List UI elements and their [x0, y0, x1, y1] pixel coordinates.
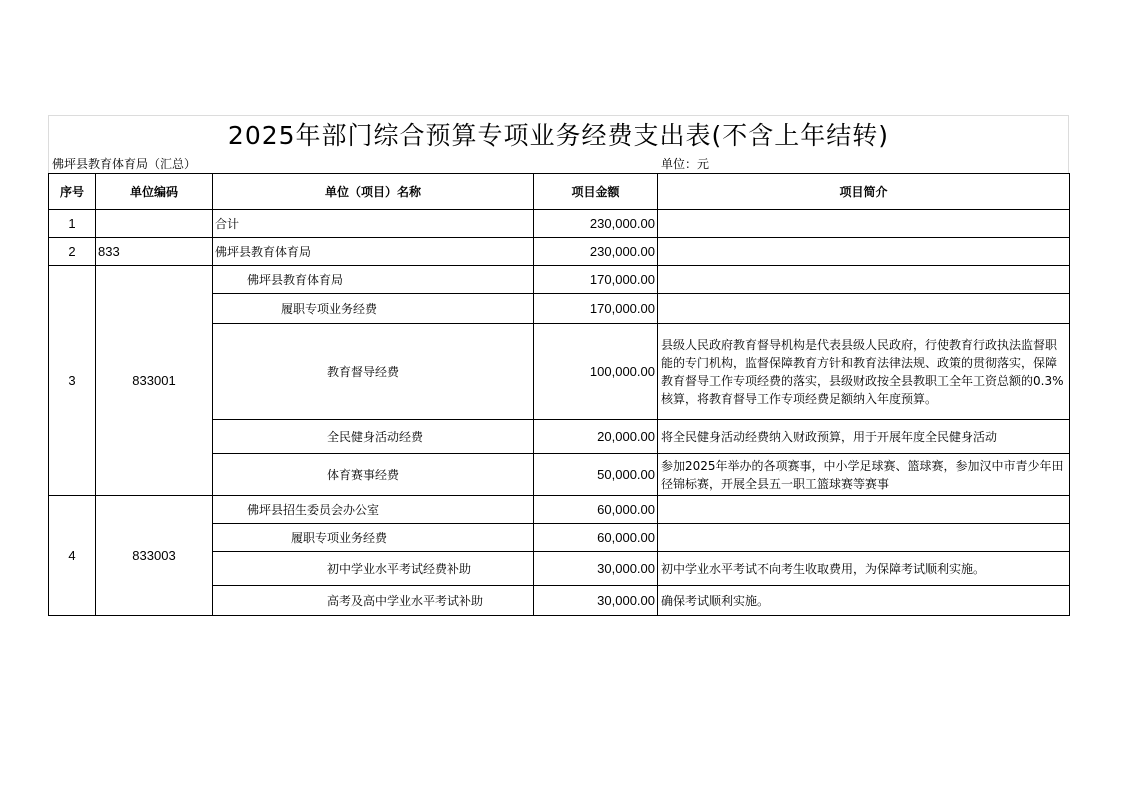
row-intro: 确保考试顺利实施。 — [658, 586, 1070, 616]
row-intro — [658, 210, 1070, 238]
budget-sheet — [48, 115, 1069, 616]
row-code: 833 — [96, 238, 213, 266]
group-seq: 4 — [49, 496, 96, 616]
header-seq: 序号 — [49, 174, 96, 210]
currency-unit-label: 单位：元 — [661, 157, 710, 171]
row-seq: 1 — [49, 210, 96, 238]
sheet-title: 2025年部门综合预算专项业务经费支出表(不含上年结转) — [48, 115, 1069, 152]
row-name: 佛坪县教育体育局 — [213, 238, 534, 266]
row-intro: 县级人民政府教育督导机构是代表县级人民政府，行使教育行政执法监督职能的专门机构，监督保障教育方针和教育法律法规、政策的贯彻落实，保障教育督导工作专项经费的落实，县级财政按全县教职工全年工资总额的0.3%核算，将教育督导工作专项经费足额纳入年度预算。 — [658, 324, 1070, 420]
row-amount: 60,000.00 — [534, 496, 658, 524]
row-code — [96, 210, 213, 238]
row-intro: 参加2025年举办的各项赛事，中小学足球赛、篮球赛，参加汉中市青少年田径锦标赛，开展全县五一职工篮球赛等赛事 — [658, 454, 1070, 496]
row-amount: 170,000.00 — [534, 266, 658, 294]
row-seq: 2 — [49, 238, 96, 266]
row-amount: 170,000.00 — [534, 294, 658, 324]
header-amount: 项目金额 — [534, 174, 658, 210]
row-name: 初中学业水平考试经费补助 — [213, 552, 534, 586]
table-row — [49, 238, 1070, 266]
group-seq: 3 — [49, 266, 96, 496]
group-code: 833001 — [96, 266, 213, 496]
row-name: 体育赛事经费 — [213, 454, 534, 496]
header-name: 单位（项目）名称 — [213, 174, 534, 210]
row-name: 履职专项业务经费 — [213, 294, 534, 324]
row-intro — [658, 266, 1070, 294]
row-amount: 100,000.00 — [534, 324, 658, 420]
row-name: 教育督导经费 — [213, 324, 534, 420]
row-amount: 60,000.00 — [534, 524, 658, 552]
row-name: 履职专项业务经费 — [213, 524, 534, 552]
row-intro — [658, 294, 1070, 324]
row-name: 佛坪县招生委员会办公室 — [213, 496, 534, 524]
row-amount: 20,000.00 — [534, 420, 658, 454]
group-code: 833003 — [96, 496, 213, 616]
row-name: 高考及高中学业水平考试补助 — [213, 586, 534, 616]
row-amount: 230,000.00 — [534, 238, 658, 266]
header-intro: 项目简介 — [658, 174, 1070, 210]
row-amount: 50,000.00 — [534, 454, 658, 496]
row-intro — [658, 238, 1070, 266]
header-code: 单位编码 — [96, 174, 213, 210]
sheet-subheader — [48, 152, 1069, 173]
row-amount: 230,000.00 — [534, 210, 658, 238]
row-intro — [658, 496, 1070, 524]
row-name: 佛坪县教育体育局 — [213, 266, 534, 294]
budget-table — [48, 173, 1070, 616]
row-name: 合计 — [213, 210, 534, 238]
table-row — [49, 496, 1070, 524]
row-intro — [658, 524, 1070, 552]
row-amount: 30,000.00 — [534, 586, 658, 616]
table-row — [49, 210, 1070, 238]
row-name: 全民健身活动经费 — [213, 420, 534, 454]
table-row — [49, 266, 1070, 294]
row-amount: 30,000.00 — [534, 552, 658, 586]
row-intro: 将全民健身活动经费纳入财政预算，用于开展年度全民健身活动 — [658, 420, 1070, 454]
organization-label: 佛坪县教育体育局（汇总） — [52, 157, 197, 171]
table-header-row — [49, 174, 1070, 210]
row-intro: 初中学业水平考试不向考生收取费用，为保障考试顺利实施。 — [658, 552, 1070, 586]
